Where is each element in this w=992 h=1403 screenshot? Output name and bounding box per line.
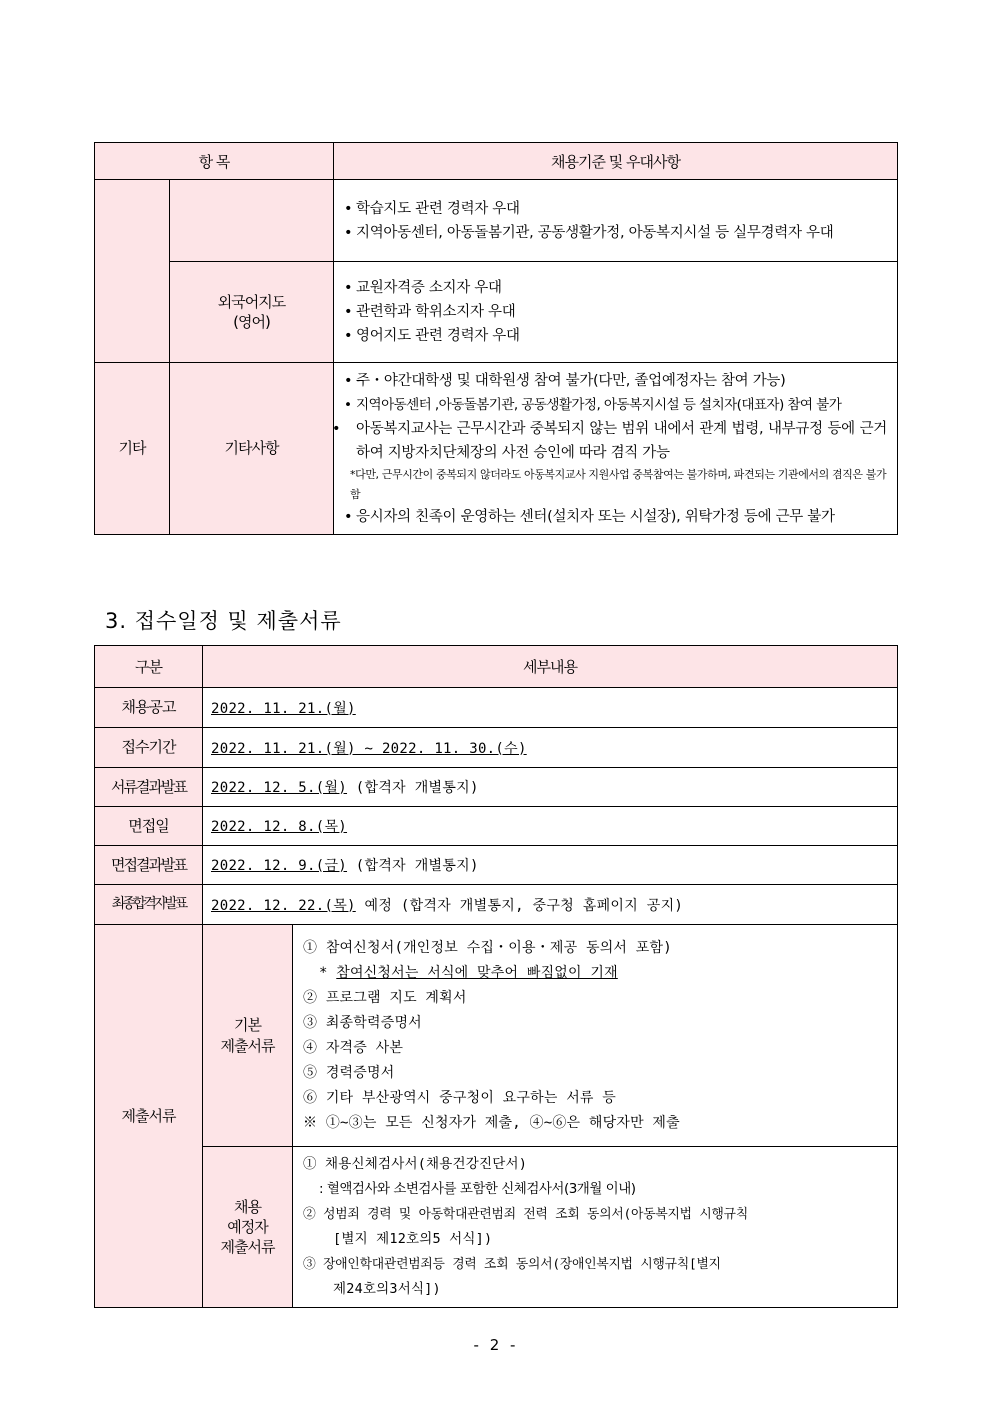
list-item: * 참여신청서는 서식에 맞추어 빠짐없이 기재	[319, 964, 618, 981]
criteria-table	[94, 142, 898, 535]
subcategory-foreign-language: 외국어지도 (영어)	[170, 262, 334, 363]
header-division: 구분	[95, 646, 203, 688]
header-item: 항 목	[95, 143, 334, 180]
list-item: ③ 장애인학대관련범죄등 경력 조회 동의서(장애인복지법 시행규칙[별지	[303, 1257, 721, 1272]
documents-label: 제출서류	[95, 925, 203, 1308]
list-item: • 영어지도 관련 경력자 우대	[344, 328, 520, 344]
basic-documents-list	[293, 925, 898, 1147]
list-item: [별지 제12호의5 서식])	[333, 1231, 493, 1247]
list-item: : 혈액검사와 소변검사를 포함한 신체검사서(3개월 이내)	[319, 1181, 636, 1197]
header-criteria: 채용기준 및 우대사항	[334, 143, 898, 180]
schedule-label: 최종합격자발표	[95, 885, 203, 925]
list-item: • 응시자의 친족이 운영하는 센터(설치자 또는 시설장), 위탁가정 등에 근무 불가	[344, 508, 835, 525]
list-item: ② 성범죄 경력 및 아동학대관련범죄 전력 조회 동의서(아동복지법 시행규칙	[303, 1207, 748, 1222]
category-cell-empty	[95, 180, 170, 363]
list-item: ③ 최종학력증명서	[303, 1014, 422, 1031]
basic-documents-label: 기본 제출서류	[203, 925, 293, 1147]
schedule-table	[94, 645, 898, 1308]
list-item: • 아동복지교사는 근무시간과 중복되지 않는 범위 내에서 관계 법령, 내부규정 등에 근거하여 지방자치단체장의 사전 승인에 따라 겸직 가능	[332, 420, 887, 461]
schedule-label: 면접일	[95, 807, 203, 846]
note-text: *다만, 근무시간이 중복되지 않더라도 아동복지교사 지원사업 중복참여는 불가하며, 파견되는 기관에서의 겸직은 불가함	[350, 467, 887, 501]
schedule-value: 2022. 12. 8.(목)	[203, 807, 898, 846]
schedule-value: 2022. 11. 21.(월) ~ 2022. 11. 30.(수)	[203, 728, 898, 768]
criteria-list-3	[334, 363, 898, 535]
subcategory-other: 기타사항	[170, 363, 334, 535]
page-number: - 2 -	[473, 1336, 519, 1354]
list-item: • 주・야간대학생 및 대학원생 참여 불가(다만, 졸업예정자는 참여 가능)	[344, 372, 786, 389]
schedule-value: 2022. 11. 21.(월)	[203, 688, 898, 728]
list-item: • 지역아동센터 ,아동돌봄기관, 공동생활가정, 아동복지시설 등 설치자(대표자) 참여 불가	[344, 396, 842, 413]
list-item: • 교원자격증 소지자 우대	[344, 280, 502, 296]
list-item: • 관련학과 학위소지자 우대	[344, 304, 516, 320]
schedule-label: 채용공고	[95, 688, 203, 728]
header-detail: 세부내용	[203, 646, 898, 688]
list-item: ④ 자격증 사본	[303, 1039, 404, 1056]
list-item: ② 프로그램 지도 계획서	[303, 989, 467, 1006]
schedule-label: 면접결과발표	[95, 846, 203, 885]
hired-documents-label: 채용 예정자 제출서류	[203, 1147, 293, 1308]
schedule-label: 접수기간	[95, 728, 203, 768]
subcategory-cell-empty	[170, 180, 334, 262]
section-title: 3. 접수일정 및 제출서류	[105, 609, 342, 633]
list-item: ⑥ 기타 부산광역시 중구청이 요구하는 서류 등	[303, 1089, 617, 1106]
category-other: 기타	[95, 363, 170, 535]
schedule-value: 2022. 12. 5.(월) (합격자 개별통지)	[203, 768, 898, 807]
hired-documents-list	[293, 1147, 898, 1308]
list-item: ① 참여신청서(개인정보 수집・이용・제공 동의서 포함)	[303, 939, 672, 956]
list-item: 제24호의3서식])	[333, 1281, 441, 1297]
list-item: ⑤ 경력증명서	[303, 1064, 395, 1081]
list-item: • 학습지도 관련 경력자 우대	[344, 200, 520, 217]
criteria-list-2	[334, 262, 898, 363]
list-item: ① 채용신체검사서(채용건강진단서)	[303, 1156, 528, 1172]
list-item: • 지역아동센터, 아동돌봄기관, 공동생활가정, 아동복지시설 등 실무경력자 우대	[344, 224, 834, 241]
schedule-value: 2022. 12. 9.(금) (합격자 개별통지)	[203, 846, 898, 885]
list-item: ※ ①~③는 모든 신청자가 제출, ④~⑥은 해당자만 제출	[303, 1114, 680, 1131]
schedule-value: 2022. 12. 22.(목) 예정 (합격자 개별통지, 중구청 홈페이지 공지)	[203, 885, 898, 925]
schedule-label: 서류결과발표	[95, 768, 203, 807]
criteria-list-1	[334, 180, 898, 262]
